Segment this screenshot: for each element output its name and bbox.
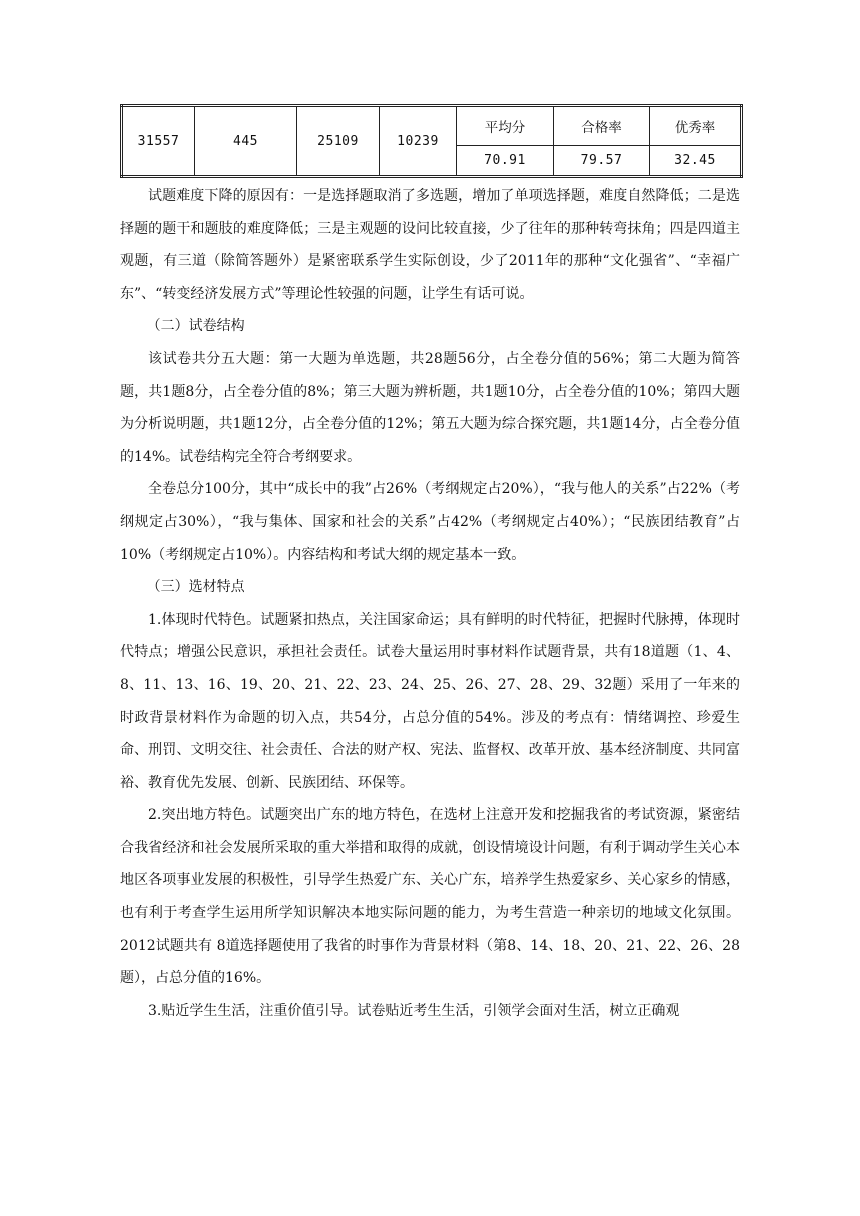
cell-col3: 25109: [297, 106, 380, 177]
heading-paper-structure: （二）试卷结构: [146, 318, 245, 335]
value-average-score: 70.91: [457, 146, 554, 177]
header-pass-rate: 合格率: [554, 106, 650, 146]
cell-col4: 10239: [380, 106, 457, 177]
paragraph-structure: 该试卷共分五大题：第一大题为单选题，共28题56分，占全卷分值的56%；第二大题为简答题，共1题8分，占全卷分值的8%；第三大题为辨析题，共1题10分，占全卷分值的10%；第四大题为分析说明题，共1题12分，占全卷分值的12%；第五大题为综合探究题，共1题14分，占全卷分值的14%。试卷结构完全符合考纲要求。: [120, 350, 740, 465]
body-text: [120, 180, 740, 1027]
header-average-score: 平均分: [457, 106, 554, 146]
paragraph-era-features: 1.体现时代特色。试题紧扣热点，关注国家命运；具有鲜明的时代特征，把握时代脉搏，体现时代特点；增强公民意识，承担社会责任。试卷大量运用时事材料作试题背景，共有18道题（1、4、8、11、13、16、19、20、21、22、23、24、25、26、27、28、29、32题）采用了一年来的时政背景材料作为命题的切入点，共54分，占总分值的54%。涉及的考点有：情绪调控、珍爱生命、刑罚、文明交往、社会责任、合法的财产权、宪法、监督权、改革开放、基本经济制度、共同富裕、教育优先发展、创新、民族团结、环保等。: [120, 611, 740, 791]
paragraph-local-features: 2.突出地方特色。试题突出广东的地方特色，在选材上注意开发和挖掘我省的考试资源，紧密结合我省经济和社会发展所采取的重大举措和取得的成就，创设情境设计问题，有利于调动学生关心本地区各项事业发展的积极性，引导学生热爱广东、关心广东，培养学生热爱家乡、关心家乡的情感，也有利于考查学生运用所学知识解决本地实际问题的能力，为考生营造一种亲切的地域文化氛围。2012试题共有 8道选择题使用了我省的时事作为背景材料（第8、14、18、20、21、22、26、28题），占总分值的16%。: [120, 807, 740, 987]
value-excellent-rate: 32.45: [650, 146, 742, 177]
cell-total-candidates: 31557: [122, 106, 195, 177]
header-excellent-rate: 优秀率: [650, 106, 742, 146]
value-pass-rate: 79.57: [554, 146, 650, 177]
score-stats-table: [120, 104, 743, 178]
cell-col2: 445: [195, 106, 297, 177]
heading-material-features: （三）选材特点: [146, 579, 245, 596]
paragraph-content-share: 全卷总分100分，其中“成长中的我”占26%（考纲规定占20%），“我与他人的关系”占22%（考纲规定占30%），“我与集体、国家和社会的关系”占42%（考纲规定占40%）；“民族团结教育”占10%（考纲规定占10%）。内容结构和考试大纲的规定基本一致。: [120, 481, 740, 563]
paragraph-student-life: 3.贴近学生生活，注重价值引导。试卷贴近考生生活，引领学会面对生活，树立正确观: [148, 1002, 680, 1019]
paragraph-difficulty: 试题难度下降的原因有：一是选择题取消了多选题，增加了单项选择题，难度自然降低；二是选择题的题干和题肢的难度降低；三是主观题的设问比较直接，少了往年的那种转弯抹角；四是四道主观题，有三道（除简答题外）是紧密联系学生实际创设，少了2011年的那种“文化强省”、“幸福广东”、“转变经济发展方式”等理论性较强的问题，让学生有话可说。: [120, 188, 740, 302]
